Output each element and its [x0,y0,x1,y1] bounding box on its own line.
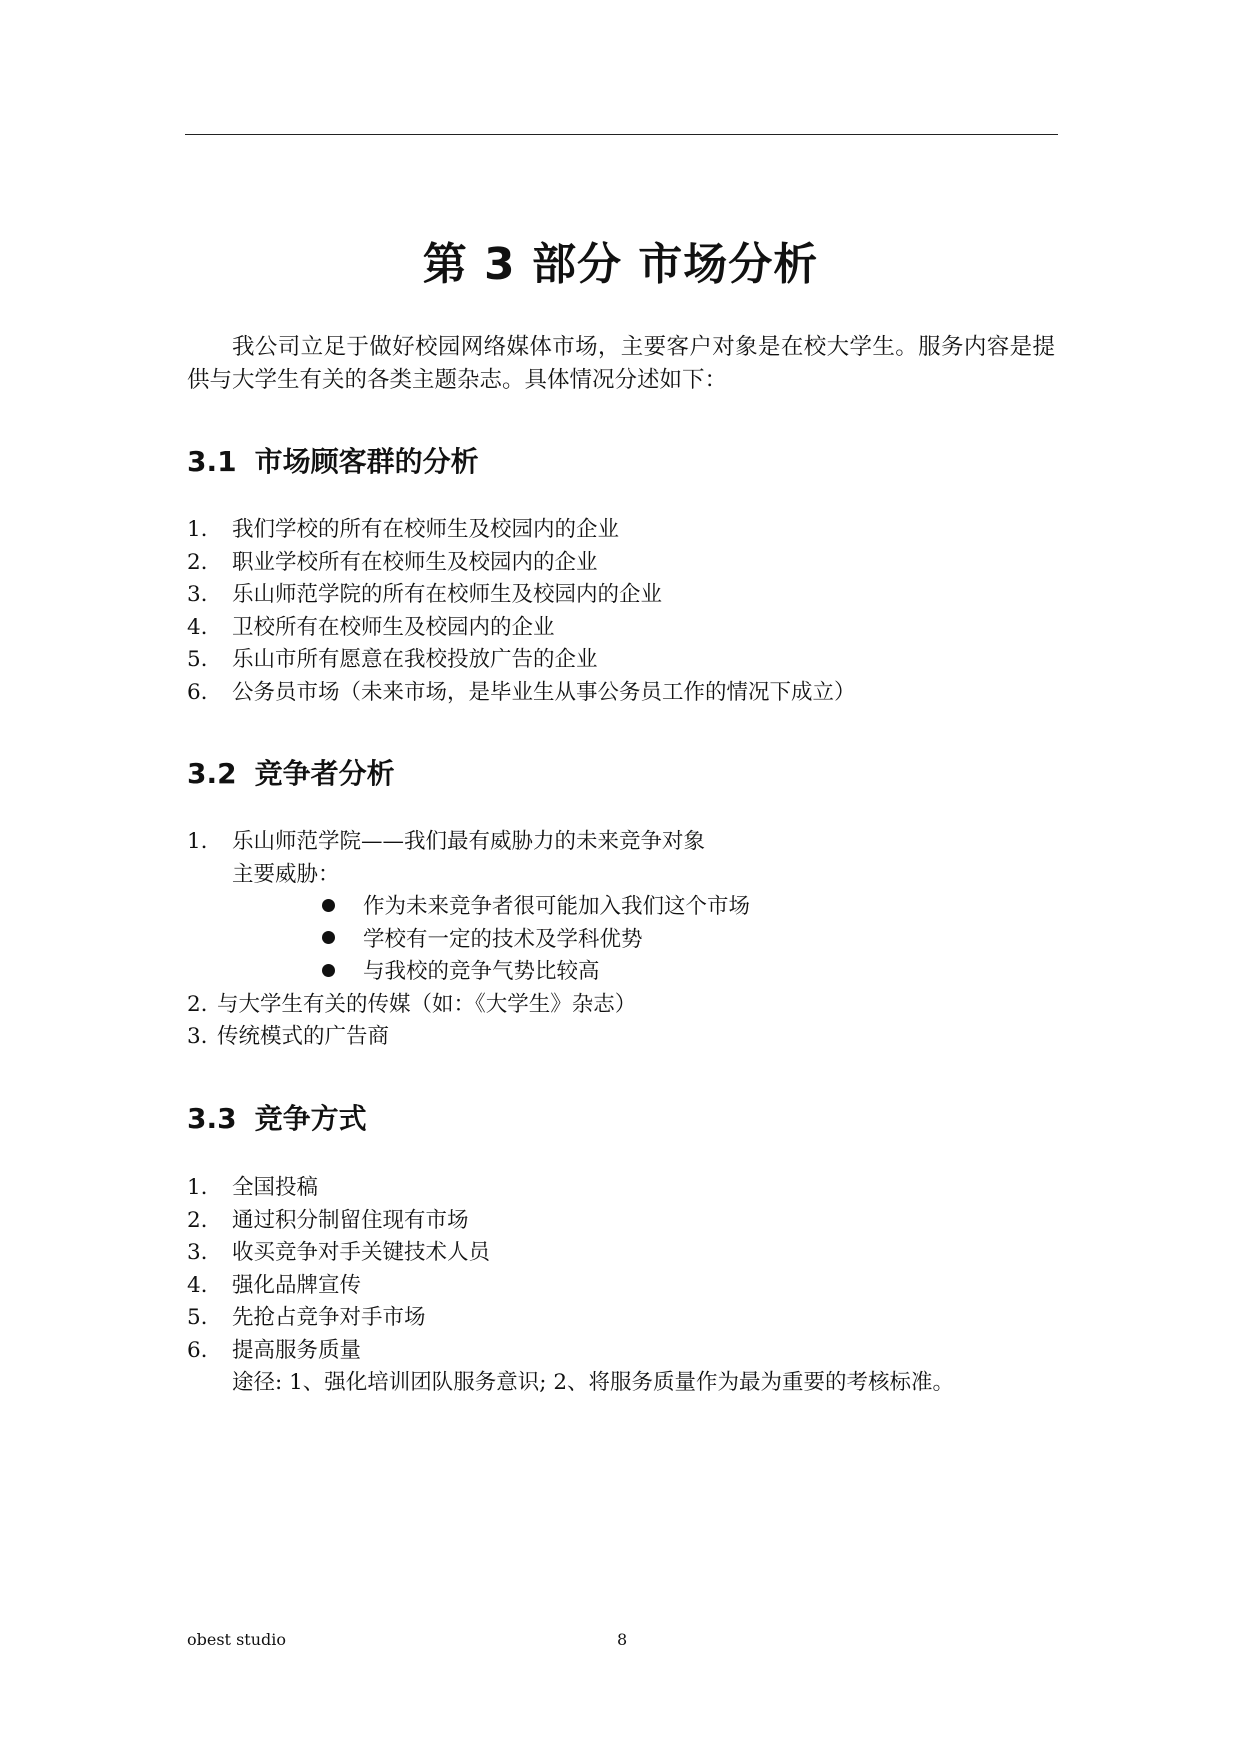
section-title: 市场顾客群的分析 [254,445,479,478]
intro-paragraph: 我公司立足于做好校园网络媒体市场，主要客户对象是在校大学生。服务内容是提供与大学生有关的各类主题杂志。具体情况分述如下： [187,334,1055,393]
section-heading-3-3 [187,1097,367,1137]
bullet-dot-icon [322,931,335,944]
page-number: 8 [617,1630,628,1649]
list-item: 4. 卫校所有在校师生及校园内的企业 [187,614,555,640]
list-item: 3. 传统模式的广告商 [187,1024,390,1049]
list-item: 1. 乐山师范学院——我们最有威胁力的未来竞争对象 [187,829,706,854]
bullet-item: 与我校的竞争气势比较高 [187,956,750,989]
header-rule [185,134,1058,135]
threat-label: 主要威胁： [232,861,340,887]
list-item: 2. 与大学生有关的传媒（如：《大学生》杂志） [187,991,637,1017]
page-title: 第 3 部分 市场分析 [422,239,819,290]
list-item: 2. 职业学校所有在校师生及校园内的企业 [187,549,598,575]
section-number: 3.1 [187,445,237,478]
service-note: 途径: 1、强化培训团队服务意识; 2、将服务质量作为最为重要的考核标准。 [232,1370,955,1395]
section-heading-3-2 [187,752,395,792]
competitor-list [187,826,750,1054]
customer-group-list [187,514,856,709]
list-item: 3. 乐山师范学院的所有在校师生及校园内的企业 [187,582,663,607]
list-item: 1. 全国投稿 [187,1175,319,1200]
list-item: 2. 通过积分制留住现有市场 [187,1207,469,1233]
section-title: 竞争者分析 [254,757,395,790]
section-number: 3.2 [187,757,237,790]
list-item: 3. 收买竞争对手关键技术人员 [187,1240,491,1265]
section-heading-3-1 [187,440,479,480]
list-item: 6. 公务员市场（未来市场，是毕业生从事公务员工作的情况下成立） [187,679,856,705]
competition-method-list [187,1172,954,1400]
bullet-item: 作为未来竞争者很可能加入我们这个市场 [187,891,750,924]
section-title: 竞争方式 [254,1102,367,1135]
list-item: 4. 强化品牌宣传 [187,1272,362,1298]
section-number: 3.3 [187,1102,237,1135]
bullet-item: 学校有一定的技术及学科优势 [187,924,750,957]
list-item: 1. 我们学校的所有在校师生及校园内的企业 [187,517,620,542]
list-item: 6. 提高服务质量 [187,1337,362,1363]
list-item: 5. 乐山市所有愿意在我校投放广告的企业 [187,647,598,672]
bullet-dot-icon [322,964,335,977]
footer-studio: obest studio [187,1630,287,1649]
list-item: 5. 先抢占竞争对手市场 [187,1305,426,1330]
bullet-dot-icon [322,899,335,912]
